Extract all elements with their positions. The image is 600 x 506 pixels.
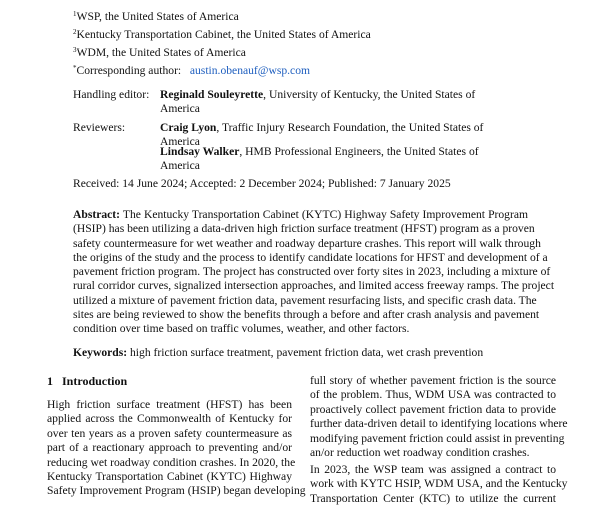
handling-editor-label: Handling editor:: [73, 88, 150, 101]
body-line: of the problem. Thus, WDM USA was contracted to: [310, 388, 556, 402]
affiliation-1: [73, 10, 239, 24]
handling-editor-name: Reginald Souleyrette: [160, 88, 264, 101]
handling-editor-affiliation-cont: America: [160, 102, 200, 115]
body-line: work with KYTC HSIP, WDM USA, and the Kentucky: [310, 477, 568, 491]
abstract: [73, 208, 555, 337]
body-line: Kentucky Transportation Cabinet (KYTC) Highway: [47, 469, 292, 483]
reviewer-affiliation: , Traffic Injury Research Foundation, the United States of: [216, 121, 484, 134]
body-line: part of a reactionary approach to preventing and/or: [47, 441, 292, 455]
body-line: Safety Improvement Program (HSIP) began developing: [47, 484, 306, 498]
keywords-label: Keywords:: [73, 346, 128, 359]
reviewer-affiliation: , HMB Professional Engineers, the United States of: [239, 145, 479, 158]
abstract-line: condition over time based on traffic volumes, weather, and other factors.: [73, 322, 410, 336]
corresponding-email-link[interactable]: austin.obenauf@wsp.com: [189, 64, 311, 77]
reviewers-label: Reviewers:: [73, 121, 126, 134]
reviewer-name: Lindsay Walker: [160, 145, 240, 158]
abstract-line: (HSIP) has been utilizing a data-driven high friction surface treatment (HFST) program as a proven: [73, 222, 535, 236]
reviewer-name: Craig Lyon: [160, 121, 217, 134]
abstract-line: [73, 208, 528, 222]
keywords: [73, 346, 483, 360]
section-number: 1: [47, 374, 53, 388]
body-line: further data-driven detail to identifying locations where: [310, 417, 568, 431]
corresponding-mark: *: [73, 64, 77, 72]
abstract-label: Abstract:: [73, 208, 121, 221]
abstract-line: safety countermeasure for wet weather and roadway departure crashes. This report will walk through: [73, 236, 541, 250]
abstract-line: pavement friction program. The project has constructed over forty sites in 2023, including a mixture of: [73, 265, 551, 279]
abstract-line: sites are being reviewed to show the benefits through a before and after crash analysis and pavement: [73, 308, 540, 322]
left-column: [47, 398, 306, 499]
body-line: modifying pavement friction could assist in preventing: [310, 431, 565, 445]
section-heading: [47, 374, 127, 389]
keywords-text: high friction surface treatment, pavement friction data, wet crash prevention: [127, 346, 484, 359]
body-line: over ten years as a proven safety countermeasure as: [47, 426, 292, 440]
body-line: applied across the Commonwealth of Kentucky for: [47, 412, 292, 426]
affiliation-text: Kentucky Transportation Cabinet, the United States of America: [76, 28, 371, 41]
affiliation-text: WSP, the United States of America: [76, 10, 239, 23]
affiliation-text: WDM, the United States of America: [76, 46, 246, 59]
reviewer-affiliation-cont: America: [160, 159, 200, 172]
body-line: full story of whether pavement friction is the source: [310, 374, 556, 387]
reviewer-affiliation-cont: America: [160, 135, 200, 148]
body-line: reducing wet roadway condition crashes. In 2020, the: [47, 455, 296, 469]
body-line: proactively collect pavement friction data to provide: [310, 402, 556, 416]
abstract-line: utilized a mixture of pavement friction data, pavement resurfacing lists, and specific crash data. The: [73, 293, 537, 307]
right-column-paragraph-1: [310, 374, 568, 460]
reviewer-2: [160, 145, 479, 173]
section-title: Introduction: [62, 374, 128, 388]
handling-editor-affiliation: , University of Kentucky, the United States of: [263, 88, 476, 101]
affiliation-mark: 2: [73, 28, 77, 36]
body-line: an/or reduction wet roadway condition crashes.: [310, 445, 530, 459]
corresponding-label: Corresponding author:: [76, 64, 182, 77]
corresponding-author: [73, 64, 310, 78]
abstract-text: The Kentucky Transportation Cabinet (KYTC) Highway Safety Improvement Program: [120, 208, 528, 221]
body-line: Transportation Center (KTC) to utilize the current: [310, 491, 556, 505]
publication-dates: Received: 14 June 2024; Accepted: 2 December 2024; Published: 7 January 2025: [73, 177, 451, 190]
affiliation-mark: 3: [73, 46, 77, 54]
abstract-line: the origins of the study and the process to identify candidate locations for HFST and development of a: [73, 250, 548, 264]
body-line: High friction surface treatment (HFST) has been: [47, 398, 292, 411]
affiliation-mark: 1: [73, 10, 77, 18]
affiliation-2: [73, 28, 371, 42]
handling-editor-entry: [160, 88, 475, 116]
body-line: In 2023, the WSP team was assigned a contract to: [310, 463, 556, 476]
affiliation-3: [73, 46, 246, 60]
abstract-line: rural corridor curves, signalized intersection approaches, and limited access freeway ramps. The project: [73, 279, 555, 293]
